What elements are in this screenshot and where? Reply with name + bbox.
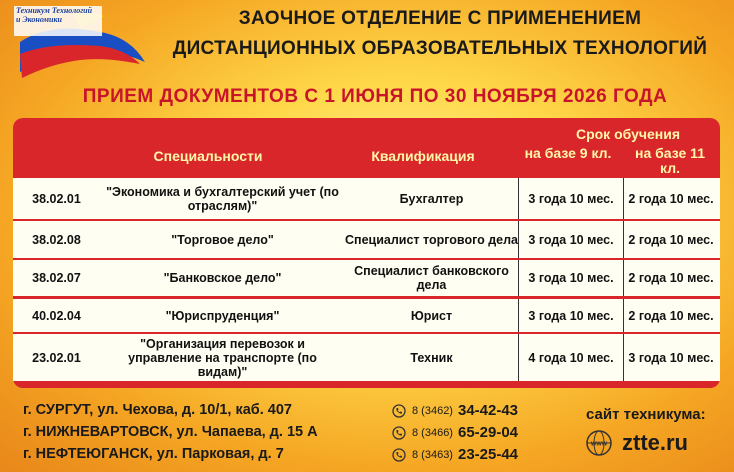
- phone-number: 65-29-04: [457, 424, 519, 441]
- row-term-9: 3 года 10 мес.: [518, 299, 624, 332]
- phone-code: 8 (3466): [412, 426, 453, 439]
- row-code: 40.02.04: [32, 308, 81, 323]
- row-qualification: Юрист: [410, 308, 453, 323]
- row-term-11: 2 года 10 мес.: [628, 271, 714, 285]
- row-code: 38.02.08: [32, 232, 81, 247]
- row-specialty: "Банковское дело": [163, 271, 282, 285]
- row-term-11: 2 года 10 мес.: [628, 232, 714, 247]
- row-term-9: 4 года 10 мес.: [518, 334, 624, 381]
- phone-surgut[interactable]: [392, 402, 518, 419]
- row-qualification: Бухгалтер: [399, 191, 464, 206]
- table-row: [13, 260, 720, 296]
- globe-icon: [584, 428, 614, 458]
- row-specialty: "Юриспруденция": [165, 308, 280, 323]
- row-term-11: 2 года 10 мес.: [628, 191, 714, 206]
- header-term: Срок обучения: [575, 126, 681, 142]
- phone-icon: [392, 448, 406, 462]
- row-term-11: 2 года 10 мес.: [628, 308, 714, 323]
- phone-nizhnevartovsk[interactable]: [392, 424, 518, 441]
- phone-code: 8 (3462): [412, 404, 453, 417]
- address-nizhnevartovsk: г. НИЖНЕВАРТОВСК, ул. Чапаева, д. 15 А: [23, 424, 318, 440]
- header-base9: на базе 9 кл.: [524, 145, 612, 161]
- phone-nefteyugansk[interactable]: [392, 446, 518, 463]
- site-label: сайт техникума:: [586, 406, 706, 423]
- address-surgut: г. СУРГУТ, ул. Чехова, д. 10/1, каб. 407: [23, 402, 292, 418]
- table-row: [13, 334, 720, 381]
- row-term-11: 3 года 10 мес.: [628, 350, 714, 365]
- row-qualification: Специалист торгового дела: [345, 232, 519, 247]
- row-term-9: 3 года 10 мес.: [518, 221, 624, 258]
- admission-dates: ПРИЕМ ДОКУМЕНТОВ С 1 ИЮНЯ ПО 30 НОЯБРЯ 2026 ГОДА: [82, 86, 668, 107]
- row-code: 38.02.01: [32, 191, 81, 206]
- table-row: [13, 221, 720, 258]
- row-code: 38.02.07: [32, 271, 81, 285]
- page-title-line2: ДИСТАНЦИОННЫХ ОБРАЗОВАТЕЛЬНЫХ ТЕХНОЛОГИЙ: [172, 38, 708, 59]
- header-specialty: Специальности: [153, 148, 263, 164]
- logo-text: Техникум Технологий и Экономики: [16, 6, 93, 24]
- row-qualification: Техник: [410, 350, 453, 365]
- row-term-9: 3 года 10 мес.: [518, 260, 624, 296]
- row-qualification: Специалист банковского дела: [354, 264, 509, 292]
- phone-number: 34-42-43: [457, 402, 519, 419]
- row-specialty: "Экономика и бухгалтерский учет (по отраслям)": [106, 184, 339, 213]
- row-code: 23.02.01: [32, 350, 81, 365]
- table-row: [13, 178, 720, 219]
- table-row: [13, 299, 720, 332]
- header-base11: на базе 11 кл.: [635, 145, 705, 176]
- phone-code: 8 (3463): [412, 448, 453, 461]
- phone-icon: [392, 404, 406, 418]
- programs-table: [13, 118, 720, 388]
- phone-icon: [392, 426, 406, 440]
- row-specialty: "Торговое дело": [171, 232, 274, 247]
- header-qualification: Квалификация: [371, 148, 475, 164]
- row-specialty: "Организация перевозок и управление на транспорте (по видам)": [128, 336, 317, 379]
- globe-label: www: [590, 440, 608, 448]
- site-url-link[interactable]: ztte.ru: [622, 430, 688, 455]
- phone-number: 23-25-44: [457, 446, 519, 463]
- page-title-line1: ЗАОЧНОЕ ОТДЕЛЕНИЕ С ПРИМЕНЕНИЕМ: [238, 8, 642, 29]
- row-term-9: 3 года 10 мес.: [518, 178, 624, 219]
- address-nefteyugansk: г. НЕФТЕЮГАНСК, ул. Парковая, д. 7: [23, 446, 284, 462]
